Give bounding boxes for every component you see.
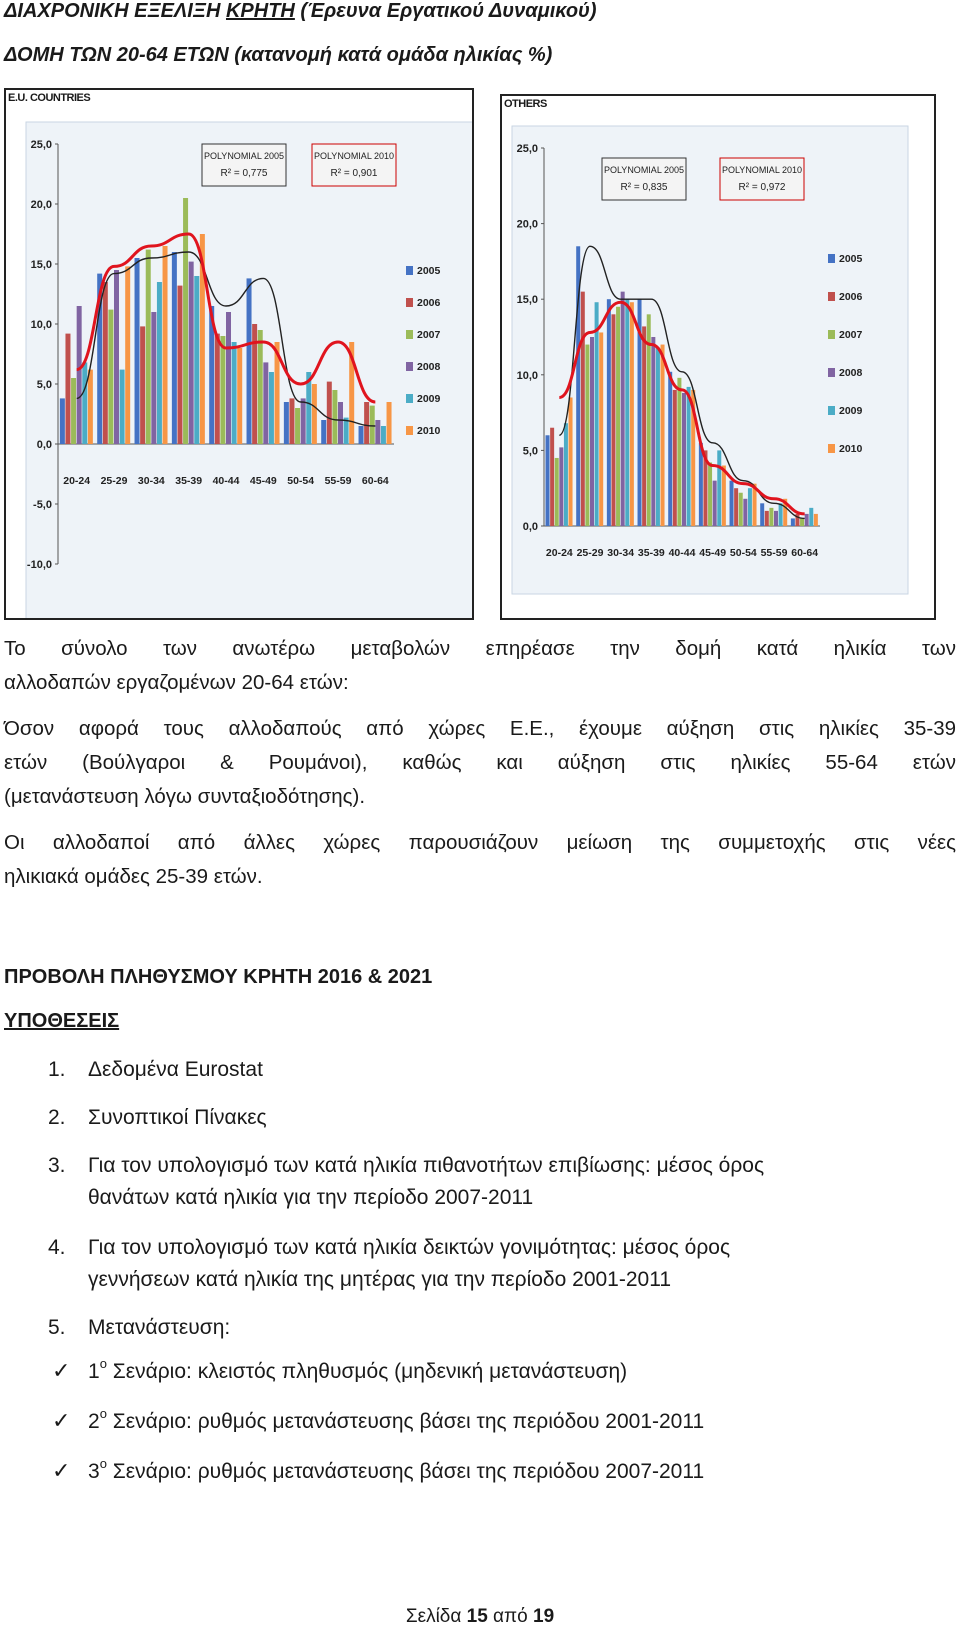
legend-label: 2006: [417, 297, 441, 309]
y-tick-label: 10,0: [516, 369, 538, 382]
bar: [364, 402, 369, 444]
bar: [189, 262, 194, 444]
bar: [194, 276, 199, 444]
x-tick-label: 35-39: [175, 475, 203, 487]
bar: [263, 362, 268, 444]
legend-swatch: [828, 292, 835, 301]
legend-swatch: [406, 426, 413, 435]
bar: [769, 508, 773, 526]
legend-swatch: [406, 298, 413, 307]
bar: [321, 420, 326, 444]
y-tick-label: 0,0: [36, 439, 52, 451]
scenario-number: 3: [88, 1460, 100, 1483]
title-region: ΚΡΗΤΗ: [225, 0, 295, 22]
bar: [327, 382, 332, 444]
x-tick-label: 25-29: [576, 547, 604, 559]
y-tick-label: 5,0: [36, 379, 52, 391]
bar: [258, 330, 263, 444]
paragraph-line: ετών (Βούλγαροι & Ρουμάνοι), καθώς και αύξηση στις ηλικίες 55-64 ετών: [4, 751, 956, 774]
list-item-text: γεννήσεων κατά ηλικία της μητέρας για την περίοδο 2001-2011: [88, 1268, 672, 1291]
scenario-text: Σενάριο: ρυθμός μετανάστευσης βάσει της περιόδου 2001-2011: [106, 1410, 705, 1433]
y-tick-label: 0,0: [522, 521, 538, 533]
bar: [625, 299, 629, 526]
scenario-number: 1: [88, 1360, 100, 1383]
legend-label: 2007: [417, 329, 441, 341]
bar: [687, 387, 691, 526]
legend-label: 2008: [839, 367, 863, 379]
bar: [774, 511, 778, 526]
bar: [708, 462, 712, 526]
x-tick-label: 20-24: [545, 547, 573, 559]
list-item-number: 1.: [48, 1058, 66, 1081]
bar: [730, 481, 734, 526]
scenario-ordinal: ο: [99, 1356, 107, 1371]
bar: [668, 372, 672, 526]
bar: [791, 518, 795, 526]
legend-swatch: [406, 266, 413, 275]
y-tick-label: 15,0: [30, 259, 52, 271]
chart-eu-label: E.U. COUNTRIES: [8, 92, 91, 104]
bar: [607, 299, 611, 526]
bar: [809, 508, 813, 526]
legend-label: 2009: [417, 393, 441, 405]
bar: [359, 426, 364, 444]
page-title: [4, 0, 597, 23]
paragraph-line: ηλικιακά ομάδες 25-39 ετών.: [4, 865, 263, 888]
bar: [103, 282, 108, 444]
annotation-label: POLYNOMIAL 2005: [203, 151, 285, 161]
bar: [157, 282, 162, 444]
bar: [146, 250, 151, 444]
legend-label: 2009: [839, 405, 863, 417]
y-tick-label: 25,0: [30, 139, 52, 151]
checkmark-icon: ✓: [52, 1408, 71, 1433]
x-tick-label: 30-34: [137, 475, 165, 487]
list-item-number: 5.: [48, 1316, 66, 1339]
legend-swatch: [828, 444, 835, 453]
y-tick-label: 5,0: [522, 445, 538, 458]
x-tick-label: 20-24: [63, 475, 91, 487]
annotation-label: POLYNOMIAL 2010: [313, 151, 395, 161]
footer-page-total: 19: [533, 1606, 555, 1627]
annotation-label: POLYNOMIAL 2005: [603, 165, 685, 175]
bar: [301, 398, 306, 444]
bar: [82, 362, 87, 444]
chart-others-svg: [502, 96, 934, 618]
bar: [226, 312, 231, 444]
bar: [546, 435, 550, 526]
x-tick-label: 55-59: [760, 547, 788, 559]
bar: [677, 378, 681, 526]
bar: [375, 420, 380, 444]
paragraph-line: αλλοδαπών εργαζομένων 20-64 ετών:: [4, 671, 349, 694]
bar: [661, 345, 665, 526]
bar: [800, 518, 804, 526]
bar: [647, 314, 651, 526]
bar: [748, 488, 752, 526]
list-item-number: 3.: [48, 1154, 66, 1177]
paragraph-eu-foreigners: [4, 712, 956, 814]
paragraph-line: Όσον αφορά τους αλλοδαπούς από χώρες Ε.Ε., έχουμε αύξηση στις ηλικίες 35-39: [4, 717, 956, 740]
bar: [247, 278, 252, 444]
bar: [621, 292, 625, 526]
page-footer: [0, 1606, 960, 1628]
bar: [760, 503, 764, 526]
list-item-number: 4.: [48, 1236, 66, 1259]
bar: [651, 337, 655, 526]
list-item-text: Για τον υπολογισμό των κατά ηλικία δεικτών γονιμότητας: μέσος όρος: [88, 1236, 731, 1259]
legend-swatch: [828, 254, 835, 263]
bar: [237, 348, 242, 444]
checkmark-icon: ✓: [52, 1458, 71, 1483]
x-tick-label: 40-44: [668, 547, 696, 559]
bar: [65, 334, 70, 444]
bar: [743, 499, 747, 526]
bar: [151, 312, 156, 444]
bar: [220, 336, 225, 444]
bar: [779, 503, 783, 526]
bar: [232, 342, 237, 444]
paragraph-line: Οι αλλοδαποί από άλλες χώρες παρουσιάζουν μείωση της συμμετοχής στις νέες: [4, 831, 956, 854]
scenario-ordinal: ο: [99, 1406, 107, 1421]
chart-others-label: OTHERS: [504, 98, 547, 110]
legend-swatch: [828, 368, 835, 377]
x-tick-label: 45-49: [249, 475, 277, 487]
bar: [269, 372, 274, 444]
title-prefix: ΔΙΑΧΡΟΝΙΚΗ ΕΞΕΛΙΞΗ: [4, 0, 226, 22]
bar: [564, 423, 568, 526]
bar: [295, 408, 300, 444]
y-tick-label: 10,0: [30, 319, 52, 331]
y-tick-label: -5,0: [33, 499, 52, 511]
footer-page-number: 15: [466, 1606, 488, 1627]
bar: [88, 370, 93, 444]
bar: [590, 337, 594, 526]
bar: [125, 266, 130, 444]
x-tick-label: 50-54: [729, 547, 757, 559]
bar: [370, 406, 375, 444]
section-subheading: ΥΠΟΘΕΣΕΙΣ: [4, 1010, 120, 1032]
bar: [722, 466, 726, 526]
bar: [163, 246, 168, 444]
bar: [289, 398, 294, 444]
footer-middle: από: [487, 1606, 533, 1627]
x-tick-label: 50-54: [287, 475, 315, 487]
legend-label: 2006: [839, 291, 863, 303]
list-item-text: Συνοπτικοί Πίνακες: [88, 1106, 267, 1129]
bar: [332, 390, 337, 444]
list-item-text: Δεδομένα Eurostat: [88, 1058, 263, 1081]
legend-label: 2007: [839, 329, 863, 341]
paragraph-other-foreigners: [4, 826, 956, 894]
x-tick-label: 55-59: [324, 475, 352, 487]
list-item-text: Μετανάστευση:: [88, 1316, 231, 1339]
bar: [569, 397, 573, 526]
bar: [682, 393, 686, 526]
bar: [77, 306, 82, 444]
list-item-text: θανάτων κατά ηλικία για την περίοδο 2007-2011: [88, 1186, 534, 1209]
bar: [765, 511, 769, 526]
legend-swatch: [406, 330, 413, 339]
legend-label: 2010: [417, 425, 441, 437]
bar: [550, 428, 554, 526]
scenario-text: Σενάριο: ρυθμός μετανάστευσης βάσει της περιόδου 2007-2011: [106, 1460, 705, 1483]
legend-label: 2010: [839, 443, 863, 455]
bar: [71, 378, 76, 444]
section-heading: ΠΡΟΒΟΛΗ ΠΛΗΘΥΣΜΟΥ ΚΡΗΤΗ 2016 & 2021: [4, 966, 433, 988]
bar: [387, 402, 392, 444]
legend-swatch: [828, 330, 835, 339]
bar: [172, 252, 177, 444]
x-tick-label: 60-64: [791, 547, 819, 559]
x-tick-label: 45-49: [699, 547, 727, 559]
x-tick-label: 30-34: [607, 547, 635, 559]
x-tick-label: 35-39: [637, 547, 665, 559]
x-tick-label: 25-29: [100, 475, 128, 487]
bar: [673, 390, 677, 526]
legend-swatch: [406, 362, 413, 371]
bar: [344, 418, 349, 444]
annotation-r2: R² = 0,835: [620, 182, 668, 193]
scenario-ordinal: ο: [99, 1456, 107, 1471]
x-tick-label: 40-44: [212, 475, 240, 487]
paragraph-line: Το σύνολο των ανωτέρω μεταβολών επηρέασε την δομή κατά ηλικία των: [4, 637, 956, 660]
bar: [177, 286, 182, 444]
bar: [114, 270, 119, 444]
annotation-label: POLYNOMIAL 2010: [721, 165, 803, 175]
paragraph-line: (μετανάστευση λόγω συνταξιοδότησης).: [4, 785, 366, 808]
bar: [338, 402, 343, 444]
bar: [135, 258, 140, 444]
bar: [739, 493, 743, 526]
legend-label: 2005: [417, 265, 441, 277]
bar: [120, 370, 125, 444]
bar: [611, 314, 615, 526]
scenario-text: Σενάριο: κλειστός πληθυσμός (μηδενική μετανάστευση): [106, 1360, 628, 1383]
chart-eu-countries: [4, 88, 474, 620]
bar: [616, 307, 620, 526]
x-tick-label: 60-64: [361, 475, 389, 487]
bar: [140, 326, 145, 444]
bar: [717, 450, 721, 526]
list-item-text: Για τον υπολογισμό των κατά ηλικία πιθανοτήτων επιβίωσης: μέσος όρος: [88, 1154, 765, 1177]
bar: [642, 326, 646, 526]
annotation-r2: R² = 0,901: [330, 168, 378, 179]
chart-others: [500, 94, 936, 620]
bar: [215, 334, 220, 444]
bar: [581, 292, 585, 526]
chart-eu-svg: [6, 90, 472, 618]
bar: [312, 384, 317, 444]
legend-label: 2008: [417, 361, 441, 373]
bar: [585, 345, 589, 526]
bar: [595, 302, 599, 526]
bar: [284, 402, 289, 444]
title-suffix: (Έρευνα Εργατικού Δυναμικού): [294, 0, 597, 22]
bar: [381, 426, 386, 444]
bar: [805, 514, 809, 526]
legend-swatch: [828, 406, 835, 415]
footer-prefix: Σελίδα: [405, 1606, 467, 1627]
paragraph-structure-change: [4, 632, 956, 700]
bar: [734, 488, 738, 526]
annotation-r2: R² = 0,775: [220, 168, 268, 179]
list-item-number: 2.: [48, 1106, 66, 1129]
y-tick-label: 20,0: [516, 218, 538, 231]
bar: [630, 302, 634, 526]
y-tick-label: -10,0: [26, 559, 52, 571]
bar: [814, 514, 818, 526]
page-subtitle: ΔΟΜΗ ΤΩΝ 20-64 ΕΤΩΝ (κατανομή κατά ομάδα ηλικίας %): [4, 44, 553, 66]
bar: [108, 310, 113, 444]
scenario-number: 2: [88, 1410, 100, 1433]
bar: [699, 443, 703, 526]
legend-swatch: [406, 394, 413, 403]
bar: [60, 398, 65, 444]
annotation-r2: R² = 0,972: [738, 182, 786, 193]
y-tick-label: 25,0: [516, 143, 538, 155]
legend-label: 2005: [839, 253, 863, 265]
bar: [555, 458, 559, 526]
bar: [713, 481, 717, 526]
checkmark-icon: ✓: [52, 1358, 71, 1383]
bar: [599, 332, 603, 526]
bar: [656, 348, 660, 526]
bar: [559, 447, 563, 526]
y-tick-label: 20,0: [30, 199, 52, 211]
y-tick-label: 15,0: [516, 294, 538, 307]
